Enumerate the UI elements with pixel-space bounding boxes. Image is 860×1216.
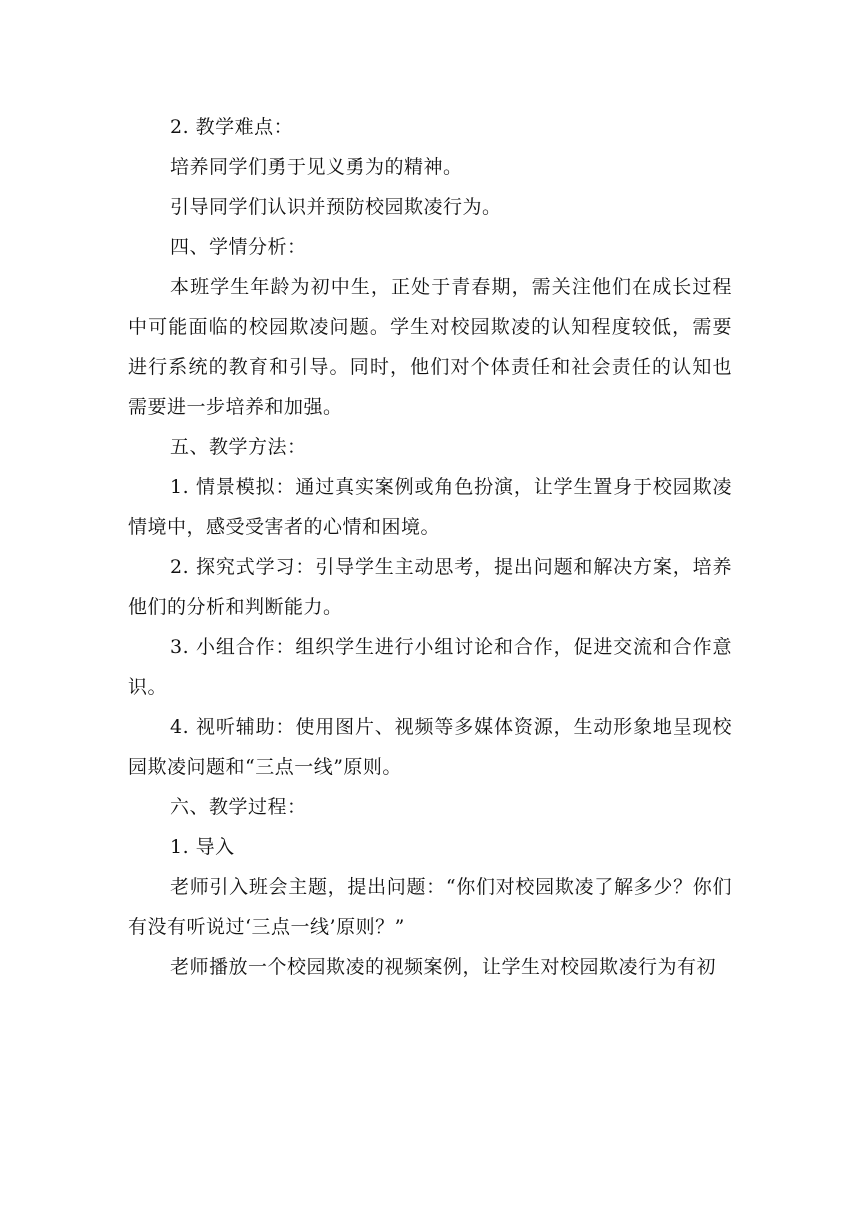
document-body	[128, 107, 732, 987]
paragraph-method-3: 3. 小组合作：组织学生进行小组讨论和合作，促进交流和合作意识。	[128, 636, 732, 698]
paragraph-process-video-case: 老师播放一个校园欺凌的视频案例，让学生对校园欺凌行为有初	[170, 956, 717, 978]
paragraph-teaching-difficulty-heading: 2. 教学难点：	[170, 116, 294, 138]
paragraph-process-step-intro: 1. 导入	[170, 836, 235, 858]
paragraph-difficulty-item-2: 引导同学们认识并预防校园欺凌行为。	[170, 196, 502, 218]
paragraph-process-intro-question: 老师引入班会主题，提出问题：“你们对校园欺凌了解多少？你们有没有听说过‘三点一线’原则？”	[128, 876, 732, 938]
section-heading-student-analysis: 四、学情分析：	[170, 236, 307, 258]
paragraph-method-4: 4. 视听辅助：使用图片、视频等多媒体资源，生动形象地呈现校园欺凌问题和“三点一线”原则。	[128, 716, 732, 778]
section-heading-teaching-process: 六、教学过程：	[170, 796, 307, 818]
paragraph-student-analysis: 本班学生年龄为初中生，正处于青春期，需关注他们在成长过程中可能面临的校园欺凌问题。学生对校园欺凌的认知程度较低，需要进行系统的教育和引导。同时，他们对个体责任和社会责任的认知也需要进一步培养和加强。	[128, 276, 732, 418]
section-heading-teaching-methods: 五、教学方法：	[170, 436, 307, 458]
paragraph-method-2: 2. 探究式学习：引导学生主动思考，提出问题和解决方案，培养他们的分析和判断能力。	[128, 556, 732, 618]
paragraph-method-1: 1. 情景模拟：通过真实案例或角色扮演，让学生置身于校园欺凌情境中，感受受害者的心情和困境。	[128, 476, 732, 538]
paragraph-difficulty-item-1: 培养同学们勇于见义勇为的精神。	[170, 156, 463, 178]
